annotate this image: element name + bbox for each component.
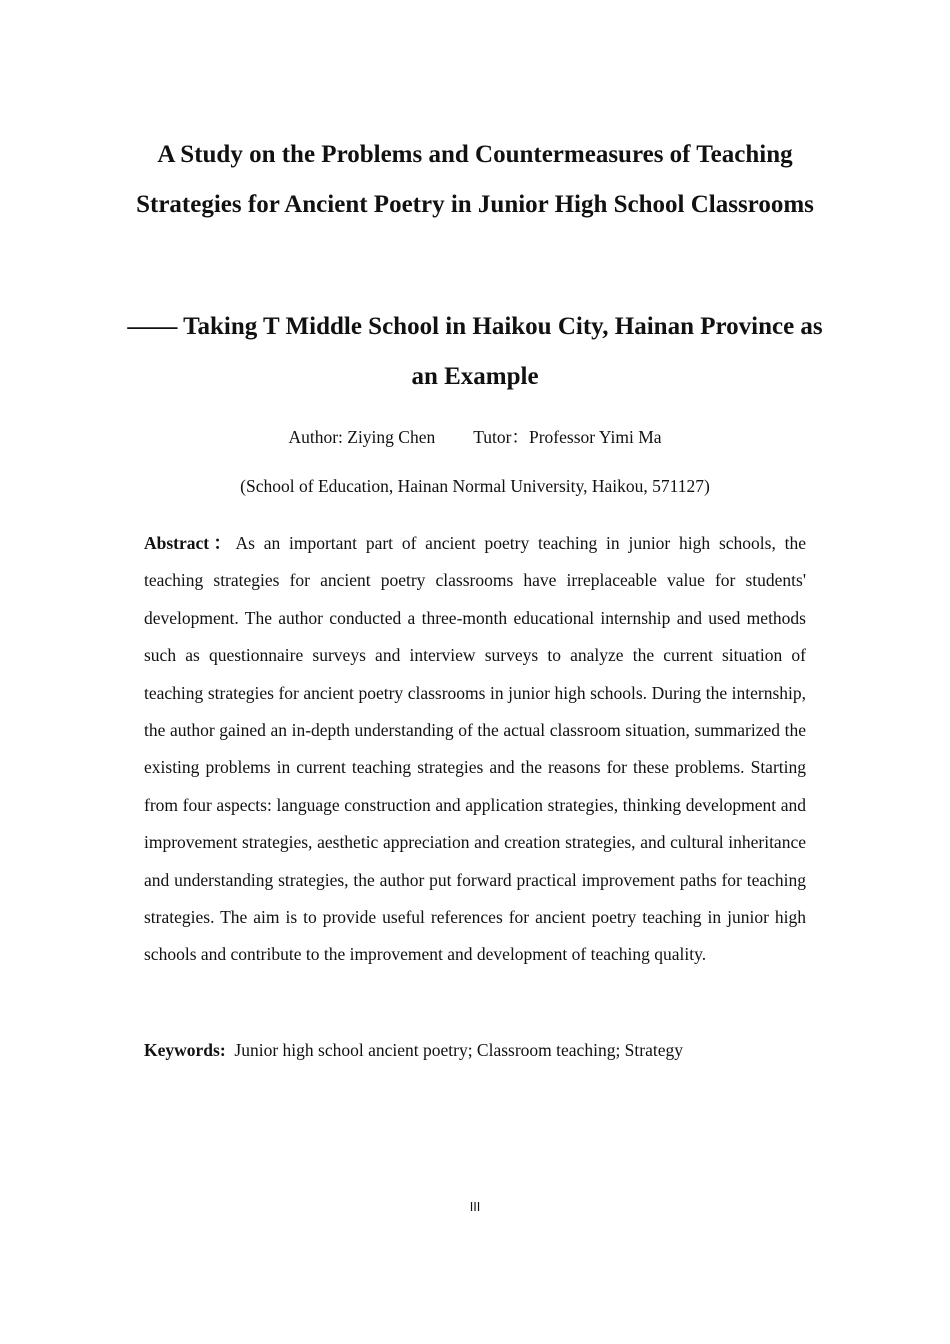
keywords-paragraph — [144, 1037, 806, 1063]
abstract-text: As an important part of ancient poetry teaching in junior high schools, the teaching strategies for ancient poetry classrooms have irreplaceable value for students' development. The author conducted a three-month educational internship and used methods such as questionnaire surveys and interview surveys to analyze the current situation of teaching strategies for ancient poetry classrooms in junior high schools. During the internship, the author gained an in-depth understanding of the actual classroom situation, summarized the existing problems in current teaching strategies and the reasons for these problems. Starting from four aspects: language construction and application strategies, thinking development and improvement strategies, aesthetic appreciation and creation strategies, and cultural inheritance and understanding strategies, the author put forward practical improvement paths for teaching strategies. The aim is to provide useful references for ancient poetry teaching in junior high schools and contribute to the improvement and development of teaching quality. — [144, 533, 806, 965]
affiliation: (School of Education, Hainan Normal University, Haikou, 571127) — [240, 476, 710, 496]
paper-title: A Study on the Problems and Countermeasures of Teaching Strategies for Ancient Poetry in Junior High School Classrooms — [136, 141, 814, 218]
page-number: III — [469, 1200, 481, 1214]
keywords-text: Junior high school ancient poetry; Classroom teaching; Strategy — [234, 1040, 683, 1060]
author-line — [0, 425, 950, 449]
tutor-name: Tutor：Professor Yimi Ma — [473, 427, 662, 447]
keywords-label: Keywords: — [144, 1040, 226, 1060]
abstract-label: Abstract： — [144, 533, 236, 553]
abstract-paragraph — [144, 525, 806, 974]
author-name: Author: Ziying Chen — [288, 427, 436, 447]
paper-subtitle: —— Taking T Middle School in Haikou City, Hainan Province as an Example — [127, 313, 823, 390]
